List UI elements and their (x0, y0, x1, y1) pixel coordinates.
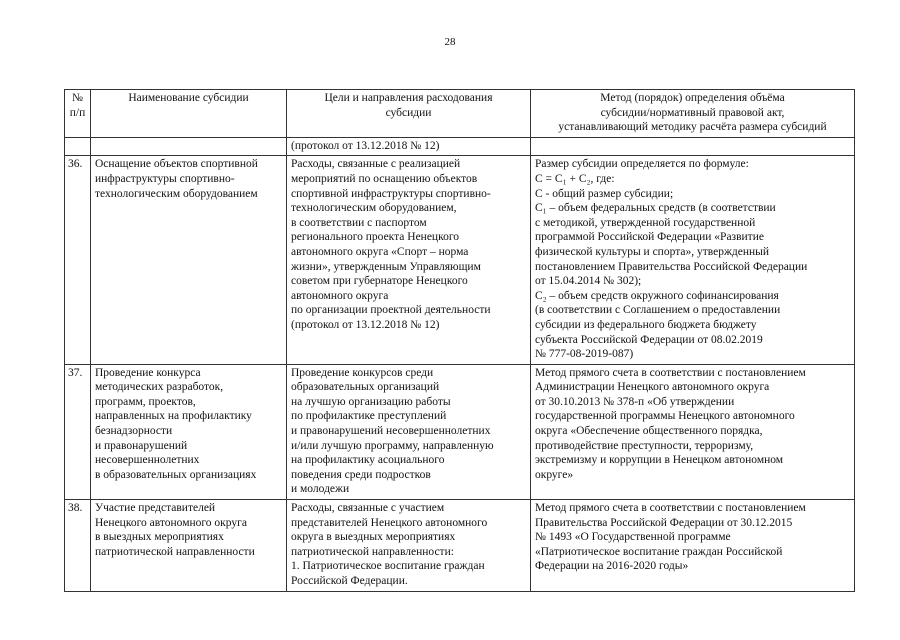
subsidy-method: Метод прямого счета в соответствии с постановлением Правительства Российской Федерации от 30.12.2015 № 1493 «О Государственной программе «Патриотическое воспитание граждан Российской Федерации на 2016-2020 годы» (531, 500, 855, 592)
continuation-name-cell (91, 137, 287, 156)
subsidy-method: Размер субсидии определяется по формуле: С = С₁ + С₂, где: С - общий размер субсидии; С₁ – объем федеральных средств (в соответствии с методикой, утвержденной государственной программой Российской Федерации «Развитие физической культуры и спорта», утвержденный постановлением Правительства Российской Федерации от 15.04.2014 № 302); С₂ – объем средств окружного софинансирования (в соответствии с Соглашением о предоставлении субсидии из федерального бюджета бюджету субъекта Российской Федерации от 08.02.2019 № 777-08-2019-087) (531, 156, 855, 364)
continuation-row (65, 137, 855, 156)
header-number: № п/п (65, 90, 91, 138)
page-number: 28 (444, 36, 456, 48)
header-subsidy-name: Наименование субсидии (91, 90, 287, 138)
header-goals: Цели и направления расходования субсидии (287, 90, 531, 138)
subsidy-name: Оснащение объектов спортивной инфраструктуры спортивно- технологическим оборудованием (91, 156, 287, 364)
row-number: 36. (65, 156, 91, 364)
subsidy-goals: Проведение конкурсов среди образовательных организаций на лучшую организацию работы по профилактике преступлений и правонарушений несовершеннолетних и/или лучшую программу, направленную на профилактику асоциального поведения среди подростков и молодежи (287, 364, 531, 499)
subsidy-goals: Расходы, связанные с реализацией мероприятий по оснащению объектов спортивной инфраструктуры спортивно- технологическим оборудованием, в соответствии с паспортом регионального проекта Ненецкого автономного округа «Спорт – норма жизни», утвержденным Управляющим советом при губернаторе Ненецкого автономного округа по организации проектной деятельности (протокол от 13.12.2018 № 12) (287, 156, 531, 364)
table-row (65, 364, 855, 499)
subsidy-method: Метод прямого счета в соответствии с постановлением Администрации Ненецкого автономного округа от 30.10.2013 № 378-п «Об утверждении государственной программы Ненецкого автономного округа «Обеспечение общественного порядка, противодействие преступности, терроризму, экстремизму и коррупции в Ненецком автономном округе» (531, 364, 855, 499)
row-number: 38. (65, 500, 91, 592)
subsidy-goals: Расходы, связанные с участием представителей Ненецкого автономного округа в выездных мероприятиях патриотической направленности: 1. Патриотическое воспитание граждан Российской Федерации. (287, 500, 531, 592)
header-method: Метод (порядок) определения объёма субсидии/нормативный правовой акт, устанавливающий методику расчёта размера субсидий (531, 90, 855, 138)
continuation-goals-cell: (протокол от 13.12.2018 № 12) (287, 137, 531, 156)
row-number: 37. (65, 364, 91, 499)
subsidy-name: Участие представителей Ненецкого автономного округа в выездных мероприятиях патриотической направленности (91, 500, 287, 592)
subsidy-name: Проведение конкурса методических разработок, программ, проектов, направленных на профилактику безнадзорности и правонарушений несовершеннолетних в образовательных организациях (91, 364, 287, 499)
table-row (65, 156, 855, 364)
continuation-method-cell (531, 137, 855, 156)
table-row (65, 500, 855, 592)
subsidies-table (64, 89, 855, 592)
table-header-row (65, 90, 855, 138)
continuation-number-cell (65, 137, 91, 156)
